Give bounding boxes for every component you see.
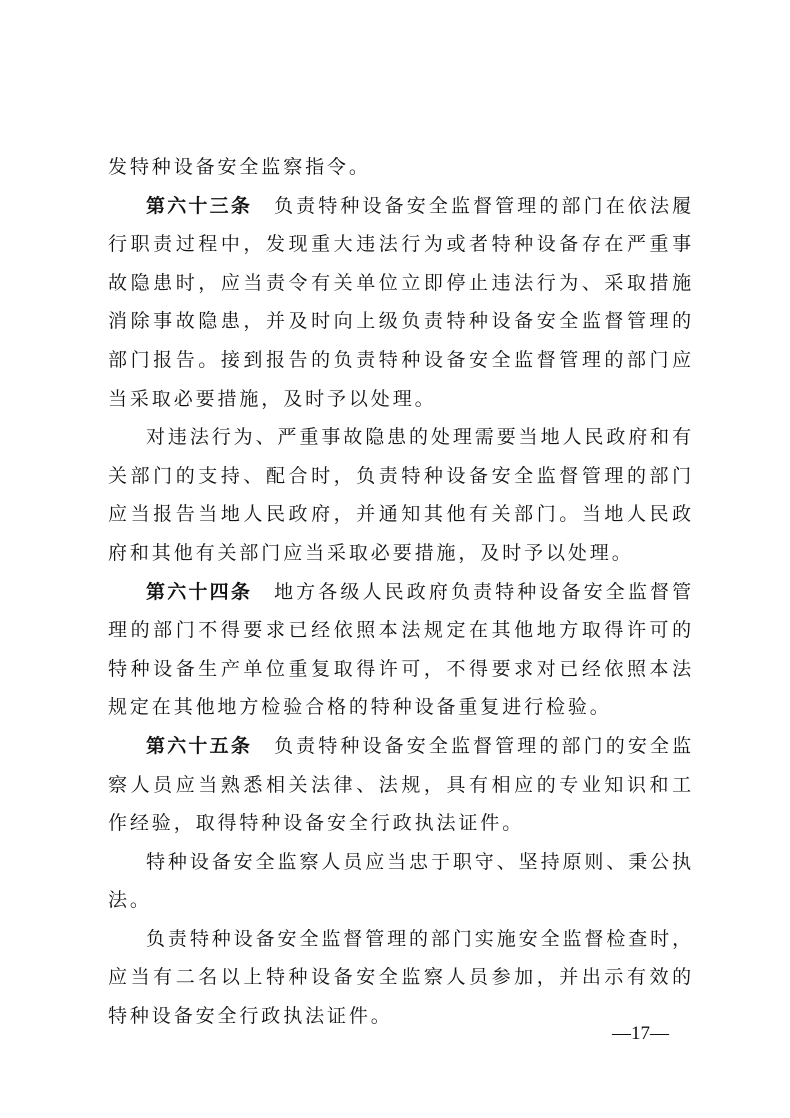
paragraph-article-65 xyxy=(108,727,694,843)
paragraph-text: 负责特种设备安全监督管理的部门实施安全监督检查时，应当有二名以上特种设备安全监察人员参加，并出示有效的特种设备安全行政执法证件。 xyxy=(108,927,694,1028)
article-heading: 第六十三条 xyxy=(146,194,253,217)
paragraph xyxy=(108,148,694,187)
paragraph-text: 特种设备安全监察人员应当忠于职守、坚持原则、秉公执法。 xyxy=(108,850,694,912)
paragraph-text: 负责特种设备安全监督管理的部门的安全监察人员应当熟悉相关法律、法规，具有相应的专业知识和工作经验，取得特种设备安全行政执法证件。 xyxy=(108,734,694,835)
article-heading: 第六十四条 xyxy=(146,580,253,603)
paragraph-article-63 xyxy=(108,187,694,419)
page-number: —17— xyxy=(612,1023,669,1044)
paragraph xyxy=(108,843,694,920)
paragraph xyxy=(108,920,694,1036)
paragraph-text: 负责特种设备安全监督管理的部门在依法履行职责过程中，发现重大违法行为或者特种设备存在严重事故隐患时，应当责令有关单位立即停止违法行为、采取措施消除事故隐患，并及时向上级负责特种设备安全监督管理的部门报告。接到报告的负责特种设备安全监督管理的部门应当采取必要措施，及时予以处理。 xyxy=(108,194,694,410)
paragraph-text: 地方各级人民政府负责特种设备安全监督管理的部门不得要求已经依照本法规定在其他地方取得许可的特种设备生产单位重复取得许可，不得要求对已经依照本法规定在其他地方检验合格的特种设备重复进行检验。 xyxy=(108,580,694,719)
paragraph-article-64 xyxy=(108,573,694,727)
paragraph-text: 发特种设备安全监察指令。 xyxy=(108,156,371,178)
article-heading: 第六十五条 xyxy=(146,734,253,757)
paragraph-text: 对违法行为、严重事故隐患的处理需要当地人民政府和有关部门的支持、配合时，负责特种设备安全监督管理的部门应当报告当地人民政府，并通知其他有关部门。当地人民政府和其他有关部门应当采取必要措施，及时予以处理。 xyxy=(108,426,694,564)
paragraph xyxy=(108,418,694,572)
document-body xyxy=(108,148,694,1036)
